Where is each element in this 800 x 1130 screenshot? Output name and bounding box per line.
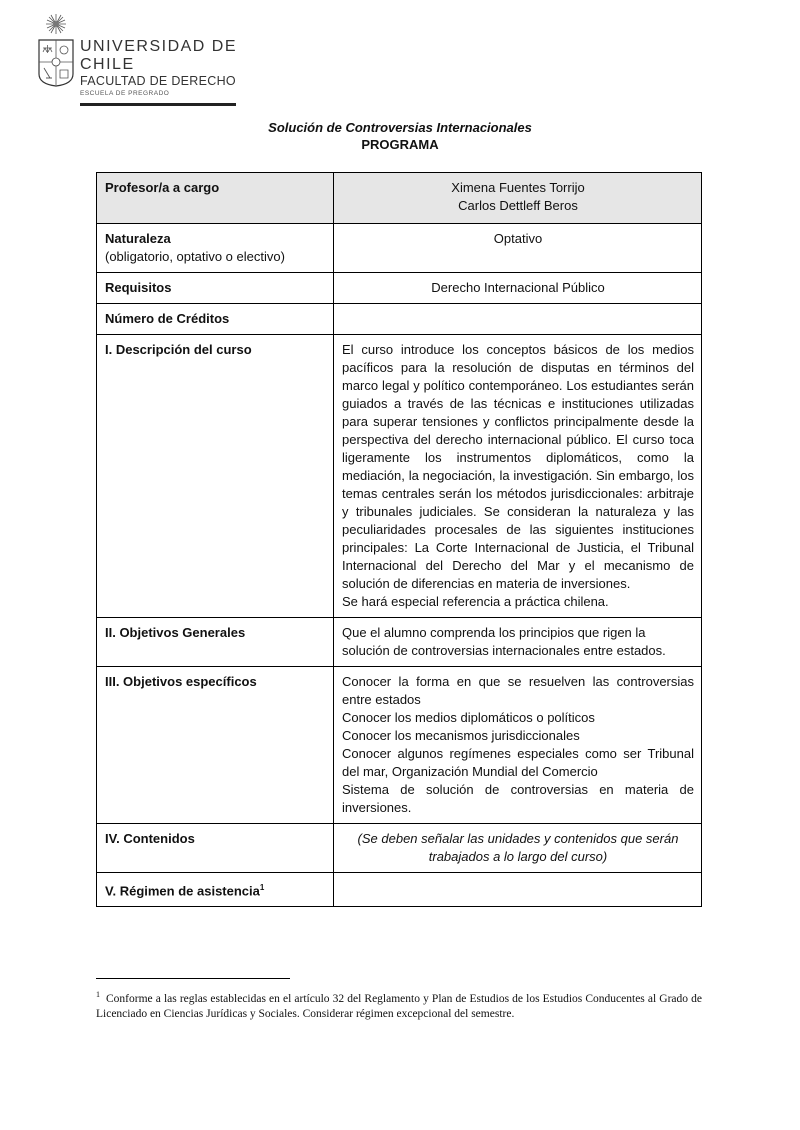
list-item: Conocer la forma en que se resuelven las controversias entre estados [342, 674, 694, 707]
row-label: I. Descripción del curso [97, 335, 334, 618]
professor-name: Carlos Dettleff Beros [458, 198, 578, 213]
list-item: Conocer los medios diplomáticos o políticos [342, 710, 595, 725]
general-objectives-value [334, 618, 702, 667]
description-paragraph: Se hará especial referencia a práctica chilena. [342, 594, 609, 609]
footnote-separator [96, 978, 290, 979]
objective-line: solución de controversias internacionales entre estados. [342, 643, 666, 658]
row-label: Número de Créditos [97, 304, 334, 335]
row-label: Requisitos [97, 273, 334, 304]
table-row-credits [97, 304, 702, 335]
row-label: IV. Contenidos [97, 824, 334, 873]
attendance-label: V. Régimen de asistencia [105, 883, 260, 899]
list-item: Sistema de solución de controversias en materia de inversiones. [342, 782, 694, 815]
list-item: Conocer los mecanismos jurisdiccionales [342, 728, 580, 743]
letterhead [36, 12, 296, 97]
table-row-requirements [97, 273, 702, 304]
table-row-attendance [97, 873, 702, 907]
list-item: Conocer algunos regímenes especiales como ser Tribunal del mar, Organización Mundial del Comercio [342, 746, 694, 779]
course-title: Solución de Controversias Internacionales [268, 120, 532, 135]
professor-name: Ximena Fuentes Torrijo [451, 180, 585, 195]
description-value [334, 335, 702, 618]
footnote-text: Conforme a las reglas establecidas en el artículo 32 del Reglamento y Plan de Estudios de los Estudios Conducentes al Grado de Licenciado en Ciencias Jurídicas y Sociales. Considerar régimen excepcional del semestre. [96, 992, 702, 1020]
faculty-name: FACULTAD DE DERECHO [80, 74, 236, 88]
table-row-nature [97, 224, 702, 273]
objective-line: Que el alumno comprenda los principios que rigen la [342, 625, 646, 640]
professor-names [334, 173, 702, 224]
row-label [97, 873, 334, 907]
requirements-value: Derecho Internacional Público [334, 273, 702, 304]
description-paragraph: El curso introduce los conceptos básicos de los medios pacíficos para la resolución de disputas en términos del marco legal y político contemporáneo. Los estudiantes serán guiados a través de las técnicas e instituciones utilizadas para superar tensiones y conflictos principalmente desde la perspectiva del derecho internacional público. El curso toca ligeramente los instrumentos diplomáticos, como la mediación, la negociación, la investigación. Sin embargo, los temas centrales serán los métodos jurisdiccionales: arbitraje y tribunales judiciales. Se consideran la naturaleza y las peculiaridades procesales de las siguientes instituciones principales: La Corte Internacional de Justicia, el Tribunal Internacional del Derecho del Mar y el mecanismo de solución de diferencias en materia de inversiones. [342, 342, 694, 591]
school-name: ESCUELA DE PREGRADO [80, 90, 170, 97]
nature-value: Optativo [334, 224, 702, 273]
attendance-value [334, 873, 702, 907]
document-title [0, 119, 800, 153]
university-crest-icon [36, 12, 76, 88]
contents-value [334, 824, 702, 873]
row-label: II. Objetivos Generales [97, 618, 334, 667]
university-name: UNIVERSIDAD DE CHILE [80, 38, 238, 73]
contents-line: (Se deben señalar las unidades y contenidos que serán [357, 831, 679, 846]
nature-sublabel: (obligatorio, optativo o electivo) [105, 249, 285, 264]
header-rule [80, 103, 236, 106]
row-label [97, 224, 334, 273]
program-subtitle: PROGRAMA [361, 137, 439, 152]
credits-value [334, 304, 702, 335]
nature-label: Naturaleza [105, 231, 171, 246]
row-label: Profesor/a a cargo [97, 173, 334, 224]
table-row-specific-objectives [97, 667, 702, 824]
footnote-ref[interactable]: 1 [259, 883, 265, 892]
footnote-number: 1 [96, 990, 100, 999]
specific-objectives-value [334, 667, 702, 824]
program-table [96, 172, 702, 907]
contents-line: trabajados a lo largo del curso) [428, 849, 608, 864]
footnote [96, 987, 702, 1022]
table-row-contents [97, 824, 702, 873]
table-row-professor [97, 173, 702, 224]
table-row-description [97, 335, 702, 618]
row-label: III. Objetivos específicos [97, 667, 334, 824]
table-row-general-objectives [97, 618, 702, 667]
